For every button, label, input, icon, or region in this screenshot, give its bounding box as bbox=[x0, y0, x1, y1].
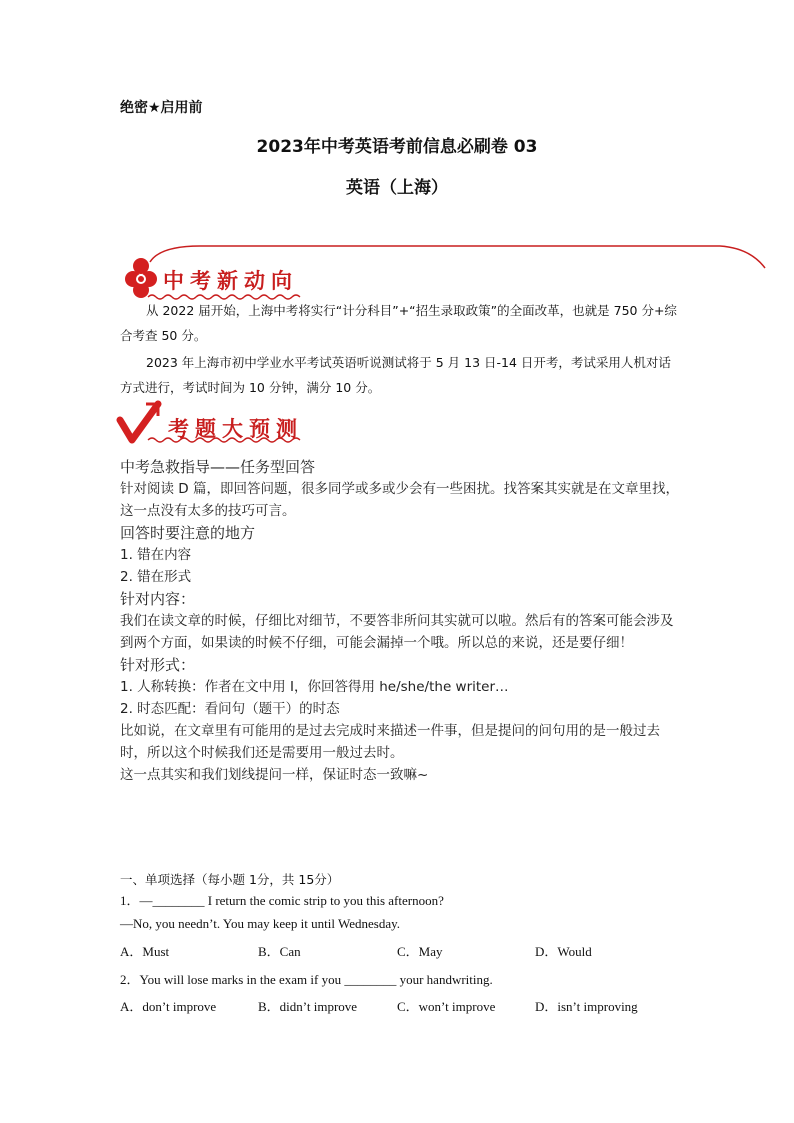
question-2-option-b: B．didn’t improve bbox=[258, 999, 358, 1014]
attention-title: 回答时要注意的地方 bbox=[120, 524, 256, 542]
form-text: 比如说，在文章里有可能用的是过去完成时来描述一件事，但是提问的问句用的是一般过去时，所以这个时候我们还是需要用一般过去时。 bbox=[120, 723, 660, 761]
question-1-option-a: A．Must bbox=[120, 944, 170, 959]
confidential-label: 绝密★启用前 bbox=[120, 100, 203, 116]
content-title: 针对内容： bbox=[120, 590, 196, 608]
guide-block bbox=[120, 456, 680, 786]
question-1-option-d: D．Would bbox=[535, 944, 592, 959]
content-text: 我们在读文章的时候，仔细比对细节，不要答非所问其实就可以啦。然后有的答案可能会涉及到两个方面，如果读的时候不仔细，可能会漏掉一个哦。所以总的来说，还是要仔细！ bbox=[120, 613, 674, 651]
question-1-option-c: C．May bbox=[397, 944, 443, 959]
form-point-2: 2. 时态匹配：看问句（题干）的时态 bbox=[120, 701, 340, 717]
guide-closing: 这一点其实和我们划线提问一样，保证时态一致嘛~ bbox=[120, 767, 429, 783]
trend-paragraph-2: 2023 年上海市初中学业水平考试英语听说测试将于 5 月 13 日-14 日开考，考试采用人机对话方式进行，考试时间为 10 分钟，满分 10 分。 bbox=[120, 355, 671, 395]
section-heading-predictions: 考题大预测 bbox=[168, 417, 303, 441]
question-1-option-b: B．Can bbox=[258, 944, 301, 959]
guide-title: 中考急救指导——任务型回答 bbox=[120, 458, 316, 476]
attention-point-1: 1. 错在内容 bbox=[120, 547, 192, 563]
form-title: 针对形式： bbox=[120, 656, 196, 674]
questions-block bbox=[120, 870, 680, 1020]
page-title: 2023年中考英语考前信息必刷卷 03 bbox=[256, 137, 538, 157]
question-2-stem: 2．You will lose marks in the exam if you ________ your handwriting. bbox=[120, 972, 493, 987]
question-2-option-c: C．won’t improve bbox=[397, 999, 496, 1014]
trend-paragraph-1: 从 2022 届开始，上海中考将实行“计分科目”+“招生录取政策”的全面改革，也就是 750 分+综合考查 50 分。 bbox=[120, 303, 677, 343]
questions-section-title: 一、单项选择（每小题 1分，共 15分） bbox=[120, 872, 340, 887]
question-1-reply: —No, you needn’t. You may keep it until Wednesday. bbox=[120, 916, 400, 931]
section-heading-new-trends: 中考新动向 bbox=[163, 269, 298, 293]
guide-intro: 针对阅读 D 篇，即回答问题，很多同学或多或少会有一些困扰。找答案其实就是在文章里找，这一点没有太多的技巧可言。 bbox=[120, 481, 679, 519]
question-1-stem: 1．—________ I return the comic strip to you this afternoon? bbox=[120, 893, 444, 908]
question-2-option-d: D．isn’t improving bbox=[535, 999, 638, 1014]
page-subtitle: 英语（上海） bbox=[346, 178, 448, 198]
form-point-1: 1. 人称转换：作者在文中用 I，你回答得用 he/she/the writer… bbox=[120, 679, 509, 695]
four-petal-flower-icon bbox=[125, 258, 157, 298]
question-2-option-a: A．don’t improve bbox=[120, 999, 217, 1014]
checkmark-icon bbox=[120, 404, 158, 440]
attention-point-2: 2. 错在形式 bbox=[120, 569, 192, 585]
